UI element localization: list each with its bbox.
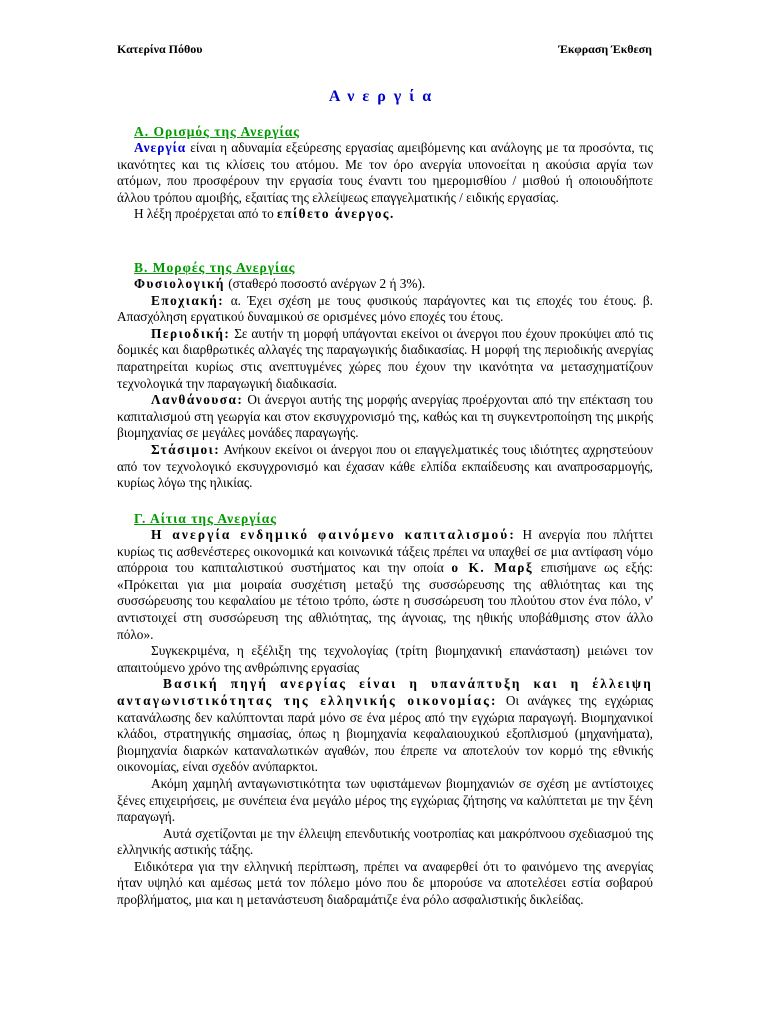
cause-investment: Αυτά σχετίζονται με την έλλειψη επενδυτικής νοοτροπίας και μακρόπνοου σχεδιασμού της ελληνικής αστικής τάξης. bbox=[117, 825, 653, 858]
form-term: Φυσιολογική bbox=[134, 276, 225, 291]
etymology-bold: επίθετο άνεργος. bbox=[277, 206, 395, 222]
form-term: Εποχιακή: bbox=[151, 292, 225, 308]
marx-name: ο Κ. Μαρξ bbox=[451, 560, 534, 576]
form-latent bbox=[117, 392, 653, 442]
marx-quote: επισήμανε ως εξής: «Πρόκειται για μια μοιραία συσχέτιση μεταξύ της συσσώρευσης της αθλιότητας και της συσσώρευσης του κεφαλαίου με τέτοιο τρόπο, ώστε η συσσώρευση του πλούτου στον ένα πόλο, ν' αντιστοιχεί στη συσσώρευση της αθλιότητας, της άγνοιας, της ηθικής υποβάθμισης στον άλλο πόλο». bbox=[117, 560, 653, 642]
cause-term: Βασική πηγή ανεργίας είναι η υπανάπτυξη και η έλλειψη ανταγωνιστικότητας της ελληνικής οικονομίας: bbox=[117, 676, 653, 708]
form-term: Περιοδική: bbox=[151, 325, 231, 341]
etymology-text: Η λέξη προέρχεται από το bbox=[134, 206, 278, 222]
section-a-etymology bbox=[117, 206, 653, 223]
section-a bbox=[117, 124, 653, 223]
form-text: (σταθερό ποσοστό ανέργων 2 ή 3%). bbox=[224, 276, 426, 291]
form-seasonal bbox=[117, 293, 653, 326]
cause-capitalism bbox=[117, 527, 653, 643]
cause-term: Η ανεργία ενδημικό φαινόμενο καπιταλισμού: bbox=[151, 527, 517, 542]
form-periodic bbox=[117, 326, 653, 392]
form-physiological bbox=[117, 276, 653, 293]
header-author: Κατερίνα Πόθου bbox=[117, 42, 203, 56]
page-title: Ανεργία bbox=[328, 88, 440, 105]
cause-competitiveness: Ακόμη χαμηλή ανταγωνιστικότητα των υφιστάμενων βιομηχανιών σε σχέση με αντίστοιχες ξένες επιχειρήσεις, με συνέπεια ένα μεγάλο μέρος της εγχώριας ζήτησης να καλύπτεται με την ξένη παραγωγή. bbox=[117, 775, 653, 825]
term-anergia: Ανεργία bbox=[134, 140, 187, 155]
cause-technology: Συγκεκριμένα, η εξέλιξη της τεχνολογίας (τρίτη βιομηχανική επανάσταση) μειώνει τον απαιτούμενο χρόνο της ανθρώπινης εργασίας bbox=[117, 643, 653, 675]
form-text: Σε αυτήν τη μορφή υπάγονται εκείνοι οι άνεργοι που έχουν προκύψει από τις δομικές και διαρθρωτικές αλλαγές της παραγωγικής διαδικασίας. Η μορφή της περιοδικής ανεργίας παρατηρείται κυρίως στις ανεπτυγμένες χώρες που έχουν την ικανότητα να μετασχηματίζουν τεχνολογικά την παραγωγική διαδικασία. bbox=[117, 325, 653, 391]
definition-text: είναι η αδυναμία εξεύρεσης εργασίας αμειβόμενης και ανάλογης με τα προσόντα, τις ικανότητες και τις κλίσεις του ατόμου. Με τον όρο ανεργία υπονοείται η ακούσια αργία των ατόμων, που προσφέρουν την εργασία τους έναντι του ημερομισθίου / μισθού ή οποιουδήποτε άλλου τρόπου αμοιβής, εξαιτίας της ελλείψεως επαγγελματικής / ειδικής εργασίας. bbox=[117, 140, 653, 205]
form-text: Οι άνεργοι αυτής της μορφής ανεργίας προέρχονται από την επέκταση του καπιταλισμού στη γεωργία και στον εκσυγχρονισμό της, καθώς και τη συγκεντροποίηση της μικρής βιομηχανίας σε μεγάλες μονάδες παραγωγής. bbox=[117, 392, 653, 441]
section-b bbox=[117, 260, 653, 492]
cause-text: Οι ανάγκες της εγχώριας κατανάλωσης δεν καλύπτονται παρά μόνο σε ένα μέρος από την εγχώρια παραγωγή. Βιομηχανικοί κλάδοι, στρατηγικής σημασίας, όπως η βιομηχανία κεφαλαιουχικού εξοπλισμού (μηχανήματα), βιομηχανία διαρκών καταναλωτικών αγαθών, που έπρεπε να αποτελούν τον κορμό της εθνικής οικονομίας, είναι σχεδόν ανύπαρκτοι. bbox=[117, 692, 653, 775]
section-c bbox=[117, 511, 653, 909]
cause-text: Η ανεργία που πλήττει κυρίως τις ασθενέστερες οικονομικά και κοινωνικά τάξεις πρέπει να υπαχθεί σε μια αντίφαση νόμο απόρροια του καπιταλιστικού συστήματος και την οποία bbox=[117, 527, 653, 576]
section-c-heading: Γ. Αίτια της Ανεργίας bbox=[134, 511, 277, 526]
form-text: Ανήκουν εκείνοι οι άνεργοι που οι επαγγελματικές τους ιδιότητες αχρηστεύουν από τον τεχνολογικό εκσυγχρονισμό και έχασαν κάθε ελπίδα εκπαίδευσης και αναπροσαρμογής, κυρίως λόγω της ηλικίας. bbox=[117, 441, 653, 491]
cause-greek-case: Ειδικότερα για την ελληνική περίπτωση, πρέπει να αναφερθεί ότι το φαινόμενο της ανεργίας ήταν υψηλό και αμέσως μετά τον πόλεμο μόνο που δε μπορούσε να αποτελέσει εστία σοβαρού προβλήματος, μια και η μετανάστευση διαδραμάτιζε ένα ρόλο ασφαλιστικής δικλείδας. bbox=[117, 858, 653, 908]
section-b-heading: Β. Μορφές της Ανεργίας bbox=[134, 260, 296, 275]
section-a-definition bbox=[117, 140, 653, 206]
form-term: Λανθάνουσα: bbox=[151, 392, 244, 408]
section-a-heading: Α. Ορισμός της Ανεργίας bbox=[134, 124, 300, 139]
form-text: α. Έχει σχέση με τους φυσικούς παράγοντες και τις εποχές του έτους. β. Απασχόληση εργατικού δυναμικού σε ορισμένες μόνο εποχές του έτους. bbox=[117, 292, 653, 325]
header-subject: Έκφραση Έκθεση bbox=[558, 42, 652, 56]
form-stagnant bbox=[117, 442, 653, 492]
cause-underdevelopment bbox=[117, 676, 653, 776]
form-term: Στάσιμοι: bbox=[151, 441, 221, 457]
